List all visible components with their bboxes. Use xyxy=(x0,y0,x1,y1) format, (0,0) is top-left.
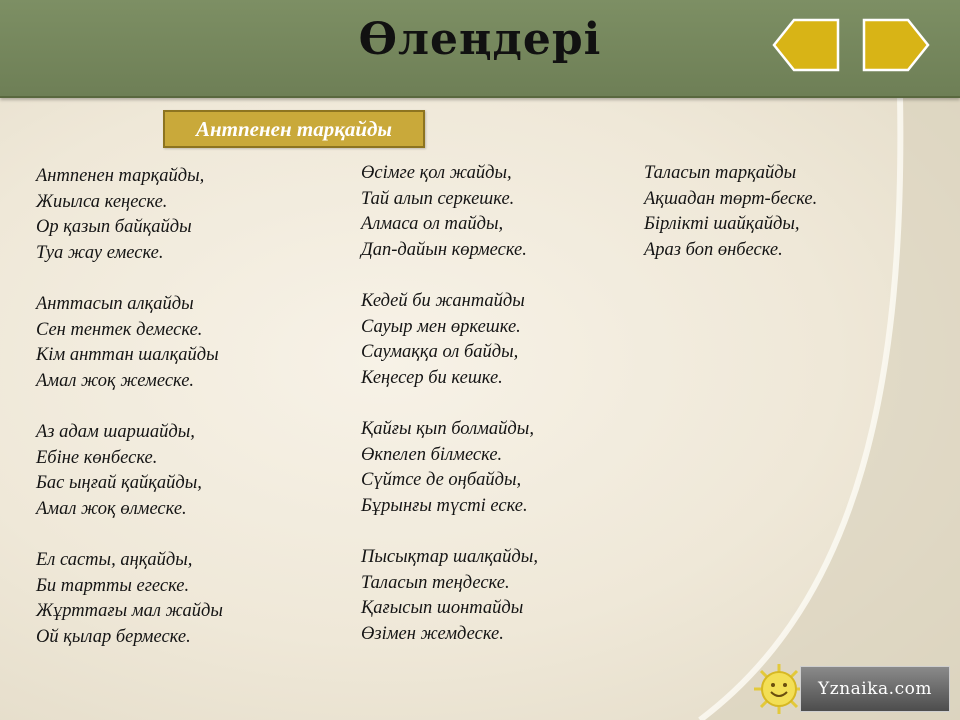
stanza-gap xyxy=(361,263,538,289)
site-logo[interactable] xyxy=(752,662,952,716)
poem-line: Өсімге қол жайды, xyxy=(361,163,512,183)
poem-line: Таласып теңдеске. xyxy=(361,572,510,593)
page-title: Өлеңдері xyxy=(358,14,602,65)
poem-line: Анттасып алқайды xyxy=(36,293,194,314)
poem-line: Бас ыңғай қайқайды, xyxy=(36,473,202,494)
poem-line: Алмаса ол тайды, xyxy=(361,214,504,235)
poem-line: Туа жау емеске. xyxy=(36,242,164,263)
stanza-gap xyxy=(361,519,538,545)
poem-line: Бұрынғы түсті еске. xyxy=(361,495,528,516)
poem-line: Амал жоқ өлмеске. xyxy=(36,498,187,519)
poem-line: Өзімен жемдеске. xyxy=(361,623,504,644)
stanza-gap xyxy=(36,522,223,548)
poem-line: Кедей би жантайды xyxy=(361,290,525,311)
logo-text: Yznaika.com xyxy=(800,666,950,712)
poem-line: Қайғы қып болмайды, xyxy=(361,418,534,439)
poem-line: Би тартты егеске. xyxy=(36,575,190,596)
poem-title-badge: Антпенен тарқайды xyxy=(163,110,425,148)
poem-line: Сен тентек демеске. xyxy=(36,319,203,340)
poem-line: Кім анттан шалқайды xyxy=(36,345,219,366)
poem-line: Антпенен тарқайды, xyxy=(36,166,205,186)
poem-line: Бірлікті шайқайды, xyxy=(644,214,800,235)
poem-line: Ой қылар бермеске. xyxy=(36,626,191,647)
triangle-right-icon xyxy=(862,18,930,72)
poem-line: Саумаққа ол байды, xyxy=(361,342,519,363)
poem-line: Дап-дайын көрмеске. xyxy=(361,239,527,260)
poem-column-1 xyxy=(36,164,223,650)
poem-line: Тай алып серкешке. xyxy=(361,188,515,209)
poem-line: Сауыр мен өркешке. xyxy=(361,316,521,337)
triangle-left-icon xyxy=(772,18,840,72)
poem-line: Жұрттағы мал жайды xyxy=(36,601,223,622)
prev-slide-button[interactable] xyxy=(772,18,840,72)
poem-line: Кеңесер би кешке. xyxy=(361,367,503,388)
poem-line: Араз боп өнбеске. xyxy=(644,239,783,260)
poem-line: Өкпелеп білмеске. xyxy=(361,444,503,465)
stanza-gap xyxy=(36,266,223,292)
poem-line: Сүйтсе де оңбайды, xyxy=(361,470,522,491)
poem-line: Ебіне көнбеске. xyxy=(36,447,158,468)
stanza-gap xyxy=(361,391,538,417)
smiling-sun-icon xyxy=(752,662,806,716)
poem-line: Жиылса кеңеске. xyxy=(36,191,168,212)
stanza-gap xyxy=(36,394,223,420)
poem-line: Аз адам шаршайды, xyxy=(36,421,195,442)
poem-line: Қағысып шонтайды xyxy=(361,598,524,619)
poem-line: Пысықтар шалқайды, xyxy=(361,546,538,567)
poem-line: Таласып тарқайды xyxy=(644,163,797,183)
next-slide-button[interactable] xyxy=(862,18,930,72)
poem-line: Ор қазып байқайды xyxy=(36,217,192,238)
poem-line: Ел састы, аңқайды, xyxy=(36,549,193,570)
poem-line: Ақшадан төрт-беске. xyxy=(644,188,818,209)
poem-column-3 xyxy=(644,161,817,263)
poem-column-2 xyxy=(361,161,538,647)
poem-line: Амал жоқ жемеске. xyxy=(36,370,195,391)
